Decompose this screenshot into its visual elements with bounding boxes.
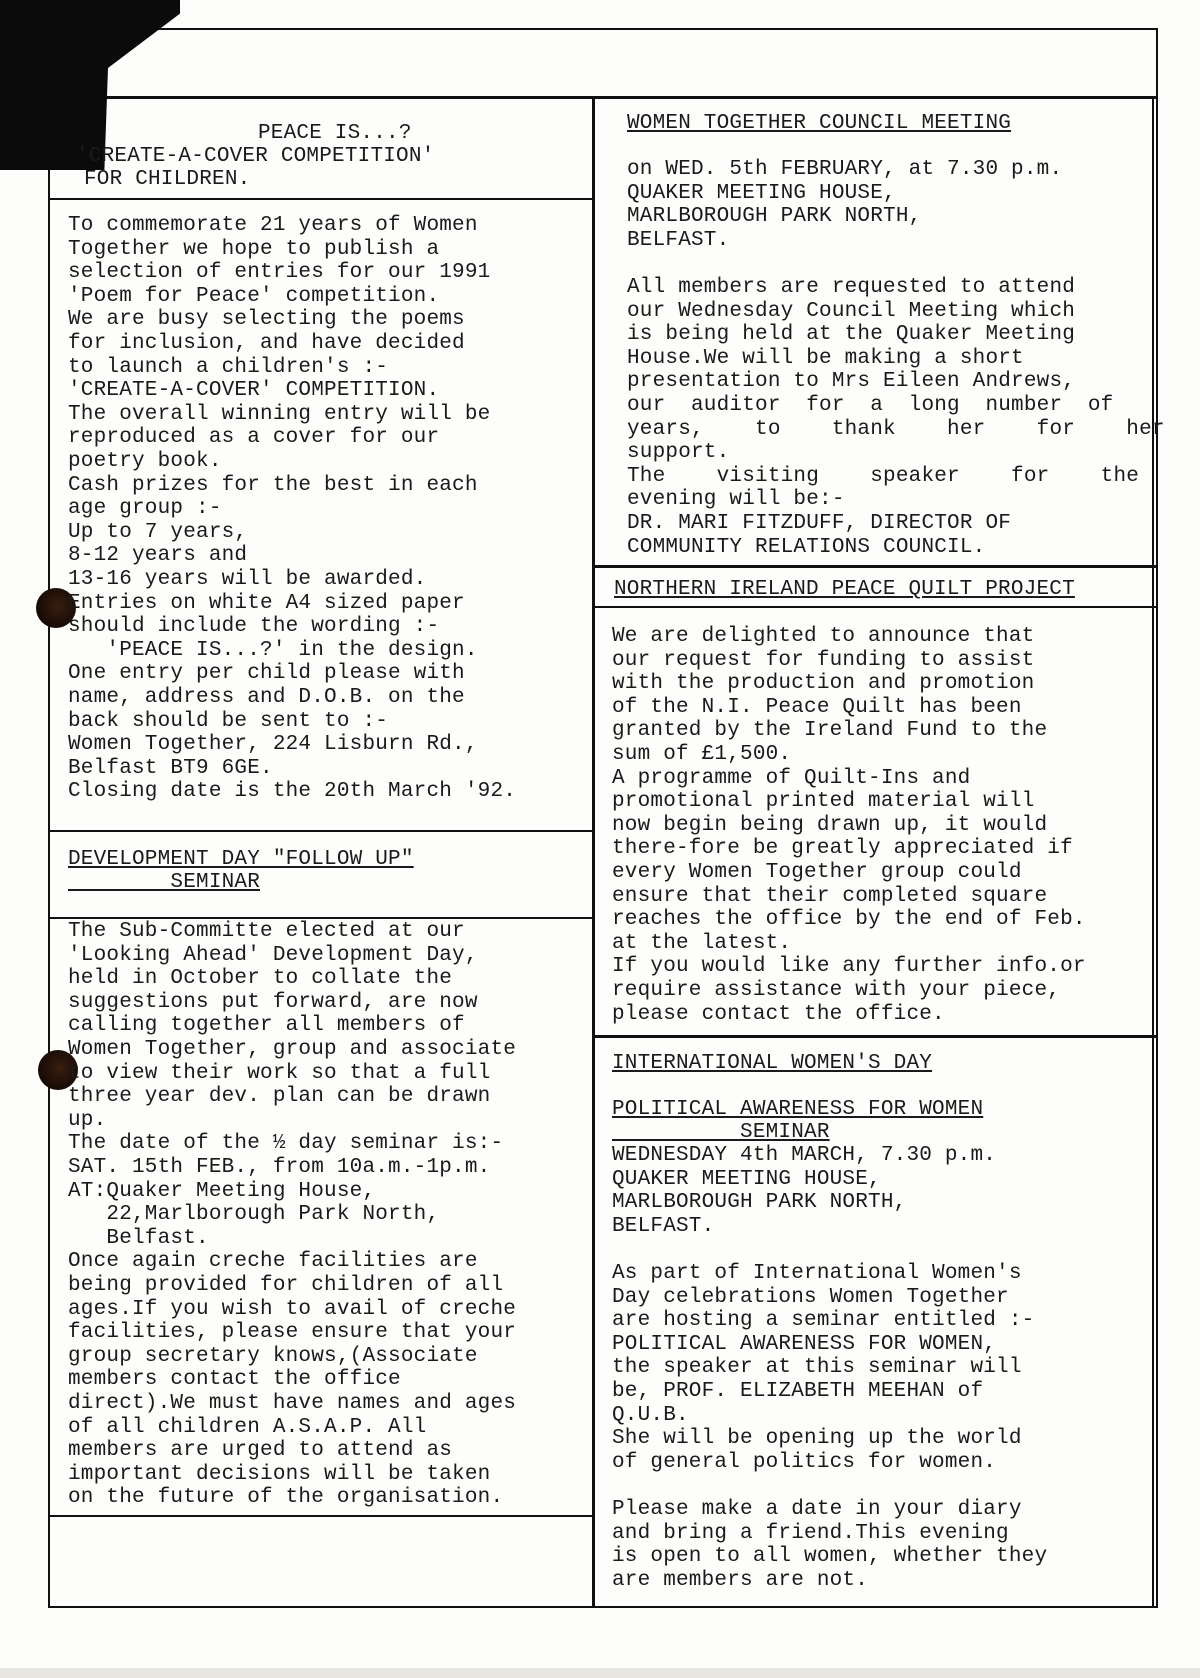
development-body-line: The Sub-Committe elected at our bbox=[68, 920, 465, 943]
development-body-line: held in October to collate the bbox=[68, 967, 453, 991]
development-body-line: members are urged to attend as bbox=[68, 1439, 453, 1463]
iwd-body-line: and bring a friend.This evening bbox=[612, 1521, 1009, 1545]
development-body-line: facilities, please ensure that your bbox=[68, 1321, 517, 1345]
quilt-body-line: our request for funding to assist bbox=[612, 648, 1035, 672]
peace-body-line: Entries on white A4 sized paper bbox=[68, 591, 465, 615]
iwd-body-line: BELFAST. bbox=[612, 1214, 715, 1238]
development-body-line: of all children A.S.A.P. All bbox=[68, 1415, 427, 1439]
quilt-body-line: now begin being drawn up, it would bbox=[612, 813, 1048, 837]
development-body-line: to view their work so that a full bbox=[68, 1061, 491, 1085]
peace-body-line: to launch a children's :- bbox=[68, 355, 389, 379]
iwd-subtitle-line-1: POLITICAL AWARENESS FOR WOMEN bbox=[612, 1098, 984, 1121]
council-body-line: is being held at the Quaker Meeting bbox=[627, 323, 1076, 347]
header-rule bbox=[48, 96, 1158, 99]
peace-body-line: 'CREATE-A-COVER' COMPETITION. bbox=[68, 379, 440, 403]
council-body-line: QUAKER MEETING HOUSE, bbox=[627, 181, 896, 205]
dev-title-line-2: SEMINAR bbox=[68, 871, 261, 894]
quilt-body-line: reaches the office by the end of Feb. bbox=[612, 908, 1086, 932]
council-body-line: years, to thank her for her bbox=[627, 417, 1165, 441]
peace-body-line: age group :- bbox=[68, 497, 222, 521]
peace-body-line: To commemorate 21 years of Women bbox=[68, 214, 478, 237]
iwd-title: INTERNATIONAL WOMEN'S DAY bbox=[612, 1052, 933, 1075]
iwd-body-line: MARLBOROUGH PARK NORTH, bbox=[612, 1191, 907, 1215]
column-divider bbox=[592, 96, 595, 1608]
peace-body-line: Together we hope to publish a bbox=[68, 237, 440, 261]
peace-title-line-2: 'CREATE-A-COVER COMPETITION' bbox=[76, 145, 435, 168]
peace-body-rule bbox=[48, 830, 592, 832]
iwd-body-line: is open to all women, whether they bbox=[612, 1545, 1048, 1569]
peace-body-line: Cash prizes for the best in each bbox=[68, 473, 478, 497]
council-body-line: on WED. 5th FEBRUARY, at 7.30 p.m. bbox=[627, 158, 1063, 181]
quilt-body-line: of the N.I. Peace Quilt has been bbox=[612, 695, 1022, 719]
iwd-body-line: POLITICAL AWARENESS FOR WOMEN, bbox=[612, 1332, 997, 1356]
peace-body-line: Up to 7 years, bbox=[68, 520, 248, 544]
peace-body-line: selection of entries for our 1991 bbox=[68, 261, 491, 285]
iwd-body-line: WEDNESDAY 4th MARCH, 7.30 p.m. bbox=[612, 1144, 997, 1167]
quilt-body-line: please contact the office. bbox=[612, 1002, 945, 1026]
peace-body-line: The overall winning entry will be bbox=[68, 402, 491, 426]
council-body-line: COMMUNITY RELATIONS COUNCIL. bbox=[627, 535, 986, 559]
development-body-line: 22,Marlborough Park North, bbox=[68, 1203, 440, 1227]
paper-edge bbox=[0, 1668, 1200, 1678]
quilt-body-line: We are delighted to announce that bbox=[612, 625, 1035, 648]
development-body-line: The date of the ½ day seminar is:- bbox=[68, 1132, 504, 1156]
peace-body-line: 'PEACE IS...?' in the design. bbox=[68, 638, 478, 662]
iwd-body-line: are members are not. bbox=[612, 1568, 869, 1592]
iwd-body-line: the speaker at this seminar will bbox=[612, 1356, 1022, 1380]
iwd-body-line: She will be opening up the world bbox=[612, 1427, 1022, 1451]
dev-title-line-1: DEVELOPMENT DAY "FOLLOW UP" bbox=[68, 848, 414, 871]
peace-title-line-3: FOR CHILDREN. bbox=[84, 168, 251, 191]
iwd-body-line: Q.U.B. bbox=[612, 1403, 689, 1427]
council-body-line: support. bbox=[627, 441, 730, 465]
council-body-rule bbox=[595, 565, 1158, 568]
iwd-body-line: be, PROF. ELIZABETH MEEHAN of bbox=[612, 1380, 984, 1403]
quilt-body-line: at the latest. bbox=[612, 931, 792, 955]
council-body-line: MARLBOROUGH PARK NORTH, bbox=[627, 205, 922, 229]
peace-title-line-1: PEACE IS...? bbox=[258, 122, 412, 145]
development-body-line: ages.If you wish to avail of creche bbox=[68, 1297, 517, 1321]
peace-body-line: We are busy selecting the poems bbox=[68, 308, 465, 332]
peace-body-line: Closing date is the 20th March '92. bbox=[68, 780, 517, 804]
quilt-body-line: every Women Together group could bbox=[612, 861, 1022, 884]
development-body-line: on the future of the organisation. bbox=[68, 1486, 504, 1510]
dev-title-rule bbox=[48, 917, 592, 919]
council-body-line: our auditor for a long number of bbox=[627, 394, 1114, 417]
peace-body-line: should include the wording :- bbox=[68, 615, 440, 639]
dev-body-rule bbox=[48, 1515, 592, 1517]
development-body-line: calling together all members of bbox=[68, 1014, 465, 1038]
iwd-body-line: of general politics for women. bbox=[612, 1450, 997, 1474]
quilt-body-line: sum of £1,500. bbox=[612, 743, 792, 766]
council-body-line: presentation to Mrs Eileen Andrews, bbox=[627, 370, 1076, 394]
quilt-body-line: promotional printed material will bbox=[612, 790, 1035, 814]
quilt-body-rule bbox=[595, 1035, 1158, 1038]
development-body-line: 'Looking Ahead' Development Day, bbox=[68, 943, 478, 967]
quilt-body-line: A programme of Quilt-Ins and bbox=[612, 766, 971, 790]
development-body-line: group secretary knows,(Associate bbox=[68, 1344, 478, 1368]
peace-body-line: reproduced as a cover for our bbox=[68, 426, 440, 450]
iwd-body-line: are hosting a seminar entitled :- bbox=[612, 1309, 1035, 1333]
development-body-line: AT:Quaker Meeting House, bbox=[68, 1179, 376, 1203]
iwd-subtitle-line-2: SEMINAR bbox=[612, 1121, 830, 1144]
quilt-body-line: require assistance with your piece, bbox=[612, 979, 1061, 1002]
peace-body-line: name, address and D.O.B. on the bbox=[68, 686, 465, 709]
peace-box-left bbox=[48, 198, 50, 1608]
peace-body-line: Women Together, 224 Lisburn Rd., bbox=[68, 733, 478, 757]
quilt-title-rule bbox=[595, 606, 1158, 608]
council-body-line: our Wednesday Council Meeting which bbox=[627, 299, 1076, 323]
council-body-line: All members are requested to attend bbox=[627, 276, 1076, 299]
council-body-line: BELFAST. bbox=[627, 228, 730, 252]
council-title: WOMEN TOGETHER COUNCIL MEETING bbox=[627, 112, 1012, 135]
development-body-line: members contact the office bbox=[68, 1368, 401, 1392]
iwd-body-line: QUAKER MEETING HOUSE, bbox=[612, 1167, 881, 1191]
development-body-line: Women Together, group and associate bbox=[68, 1038, 517, 1061]
development-body-line: suggestions put forward, are now bbox=[68, 990, 478, 1014]
council-body-line: House.We will be making a short bbox=[627, 346, 1024, 370]
peace-body-line: 'Poem for Peace' competition. bbox=[68, 284, 440, 308]
peace-body-line: for inclusion, and have decided bbox=[68, 332, 465, 355]
iwd-body-line: As part of International Women's bbox=[612, 1262, 1022, 1285]
quilt-body-line: granted by the Ireland Fund to the bbox=[612, 719, 1048, 743]
peace-body-line: poetry book. bbox=[68, 450, 222, 473]
council-body-line: DR. MARI FITZDUFF, DIRECTOR OF bbox=[627, 512, 1012, 535]
iwd-body-line: Please make a date in your diary bbox=[612, 1498, 1022, 1521]
quilt-title: NORTHERN IRELAND PEACE QUILT PROJECT bbox=[614, 578, 1075, 601]
peace-body-line: 13-16 years will be awarded. bbox=[68, 568, 427, 591]
quilt-body-line: there-fore be greatly appreciated if bbox=[612, 837, 1073, 861]
right-inner-edge bbox=[1152, 96, 1154, 1608]
development-body-line: important decisions will be taken bbox=[68, 1462, 491, 1486]
council-body-line: The visiting speaker for the bbox=[627, 464, 1140, 488]
development-body-line: up. bbox=[68, 1108, 107, 1132]
peace-body-line: One entry per child please with bbox=[68, 662, 465, 686]
peace-body-line: 8-12 years and bbox=[68, 544, 248, 568]
peace-title-rule bbox=[48, 198, 592, 200]
quilt-body-line: If you would like any further info.or bbox=[612, 955, 1086, 979]
council-body-line: evening will be:- bbox=[627, 488, 845, 512]
development-body-line: being provided for children of all bbox=[68, 1274, 504, 1297]
development-body-line: three year dev. plan can be drawn bbox=[68, 1085, 491, 1109]
peace-body-line: Belfast BT9 6GE. bbox=[68, 756, 273, 780]
development-body-line: direct).We must have names and ages bbox=[68, 1392, 517, 1415]
peace-body-line: back should be sent to :- bbox=[68, 709, 389, 733]
development-body-line: Once again creche facilities are bbox=[68, 1250, 478, 1274]
quilt-body-line: ensure that their completed square bbox=[612, 884, 1048, 908]
quilt-body-line: with the production and promotion bbox=[612, 672, 1035, 696]
iwd-body-line: Day celebrations Women Together bbox=[612, 1285, 1009, 1309]
development-body-line: SAT. 15th FEB., from 10a.m.-1p.m. bbox=[68, 1156, 491, 1179]
development-body-line: Belfast. bbox=[68, 1226, 209, 1250]
